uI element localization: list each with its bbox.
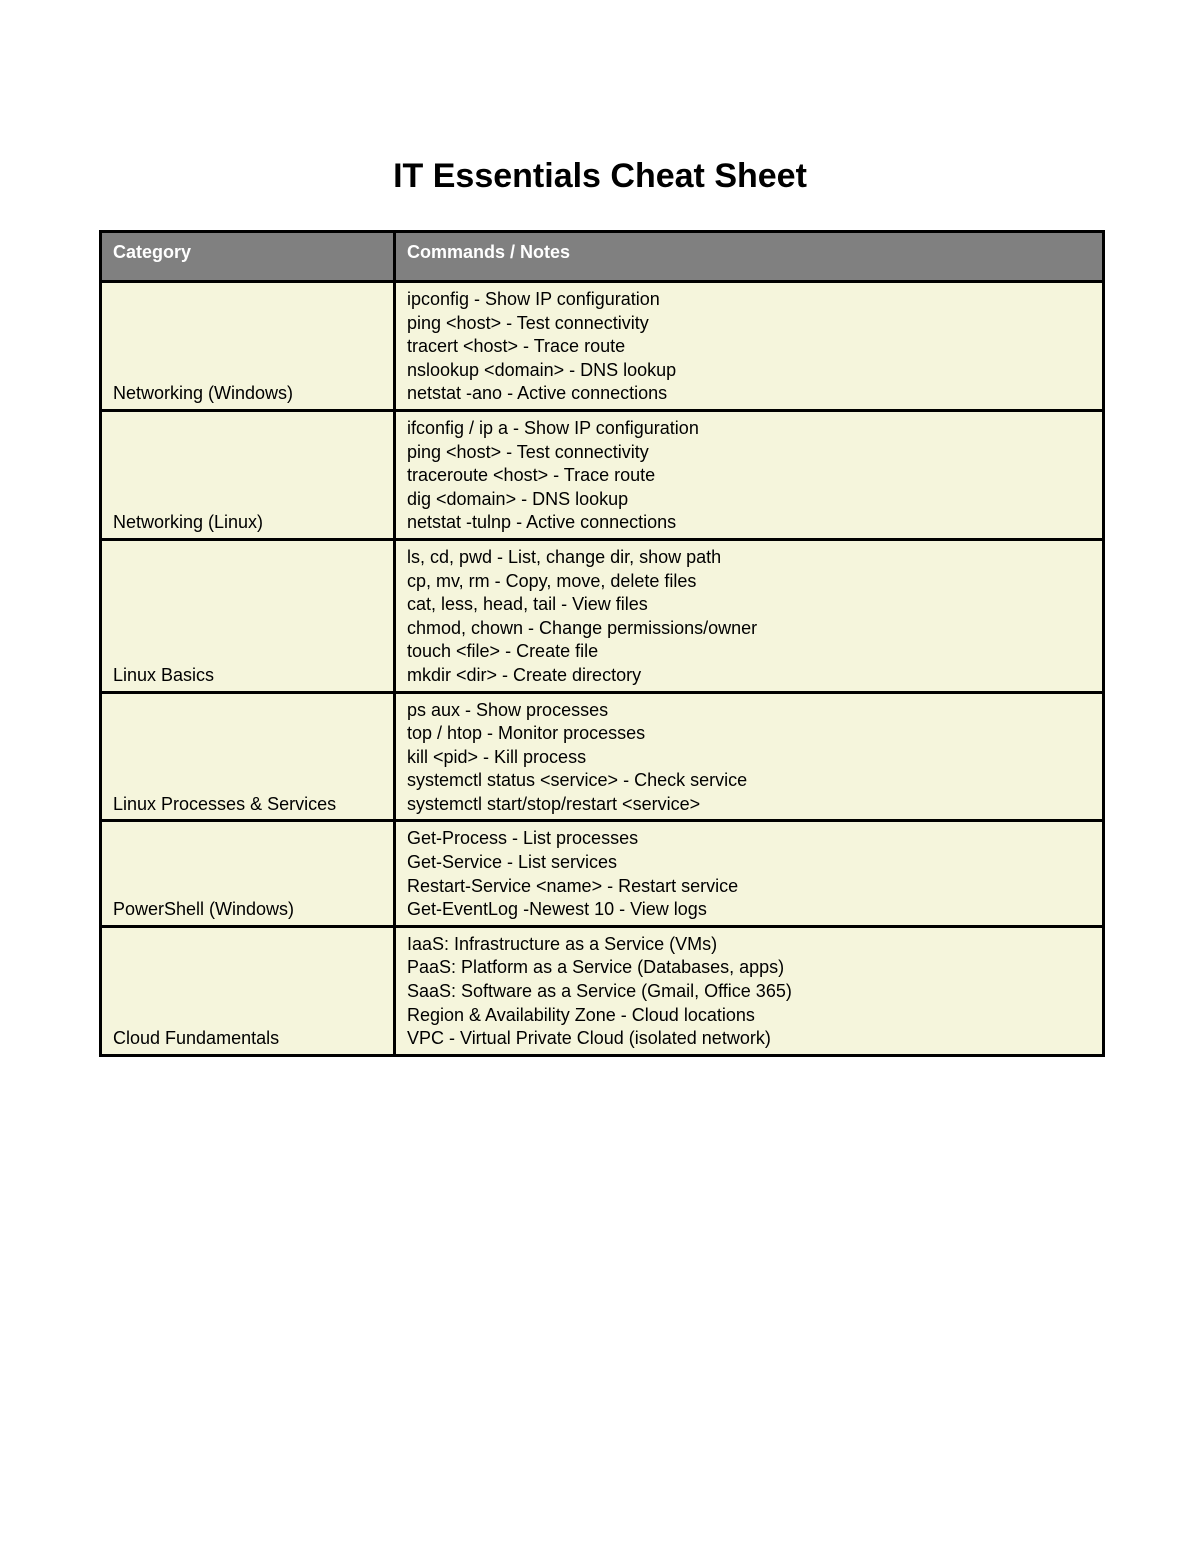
command-line: Get-EventLog -Newest 10 - View logs	[407, 899, 707, 920]
commands-cell	[395, 282, 1104, 411]
command-line: mkdir <dir> - Create directory	[407, 664, 642, 685]
command-line: nslookup <domain> - DNS lookup	[407, 359, 677, 380]
commands-cell	[395, 410, 1104, 539]
command-line: kill <pid> - Kill process	[407, 746, 587, 767]
command-line: dig <domain> - DNS lookup	[407, 488, 629, 509]
page-title: IT Essentials Cheat Sheet	[393, 157, 807, 195]
command-line: netstat -tulnp - Active connections	[407, 512, 677, 533]
command-line: ipconfig - Show IP configuration	[407, 289, 660, 309]
command-line: traceroute <host> - Trace route	[407, 465, 656, 486]
column-header-category: Category	[101, 232, 395, 282]
command-line: ls, cd, pwd - List, change dir, show path	[407, 546, 722, 567]
category-cell: Networking (Linux)	[101, 410, 395, 539]
command-line: cp, mv, rm - Copy, move, delete files	[407, 570, 697, 591]
table-row	[101, 410, 1104, 539]
command-line: systemctl status <service> - Check service	[407, 770, 748, 791]
table-row	[101, 692, 1104, 821]
command-line: Restart-Service <name> - Restart service	[407, 875, 739, 896]
cheat-sheet-table	[99, 230, 1105, 1057]
command-line: PaaS: Platform as a Service (Databases, apps)	[407, 957, 785, 978]
category-cell: PowerShell (Windows)	[101, 821, 395, 926]
command-line: ps aux - Show processes	[407, 699, 609, 720]
commands-cell	[395, 692, 1104, 821]
table-row	[101, 926, 1104, 1055]
category-cell: Linux Processes & Services	[101, 692, 395, 821]
command-line: cat, less, head, tail - View files	[407, 594, 648, 615]
commands-cell	[395, 821, 1104, 926]
command-line: IaaS: Infrastructure as a Service (VMs)	[407, 933, 718, 954]
command-line: Get-Service - List services	[407, 852, 618, 873]
command-line: ping <host> - Test connectivity	[407, 441, 649, 462]
command-line: chmod, chown - Change permissions/owner	[407, 617, 758, 638]
command-line: tracert <host> - Trace route	[407, 336, 626, 357]
command-line: Get-Process - List processes	[407, 828, 639, 849]
table-row	[101, 821, 1104, 926]
table-header-row	[101, 232, 1104, 282]
table-row	[101, 539, 1104, 692]
category-cell: Cloud Fundamentals	[101, 926, 395, 1055]
command-line: ping <host> - Test connectivity	[407, 312, 649, 333]
command-line: SaaS: Software as a Service (Gmail, Office 365)	[407, 981, 792, 1002]
category-cell: Linux Basics	[101, 539, 395, 692]
command-line: touch <file> - Create file	[407, 641, 599, 662]
command-line: Region & Availability Zone - Cloud locations	[407, 1004, 755, 1025]
commands-cell	[395, 539, 1104, 692]
column-header-commands: Commands / Notes	[395, 232, 1104, 282]
commands-cell	[395, 926, 1104, 1055]
command-line: systemctl start/stop/restart <service>	[407, 793, 701, 814]
table-row	[101, 282, 1104, 411]
command-line: top / htop - Monitor processes	[407, 723, 646, 744]
command-line: VPC - Virtual Private Cloud (isolated network)	[407, 1028, 771, 1049]
command-line: netstat -ano - Active connections	[407, 383, 668, 404]
category-cell: Networking (Windows)	[101, 282, 395, 411]
command-line: ifconfig / ip a - Show IP configuration	[407, 417, 699, 438]
